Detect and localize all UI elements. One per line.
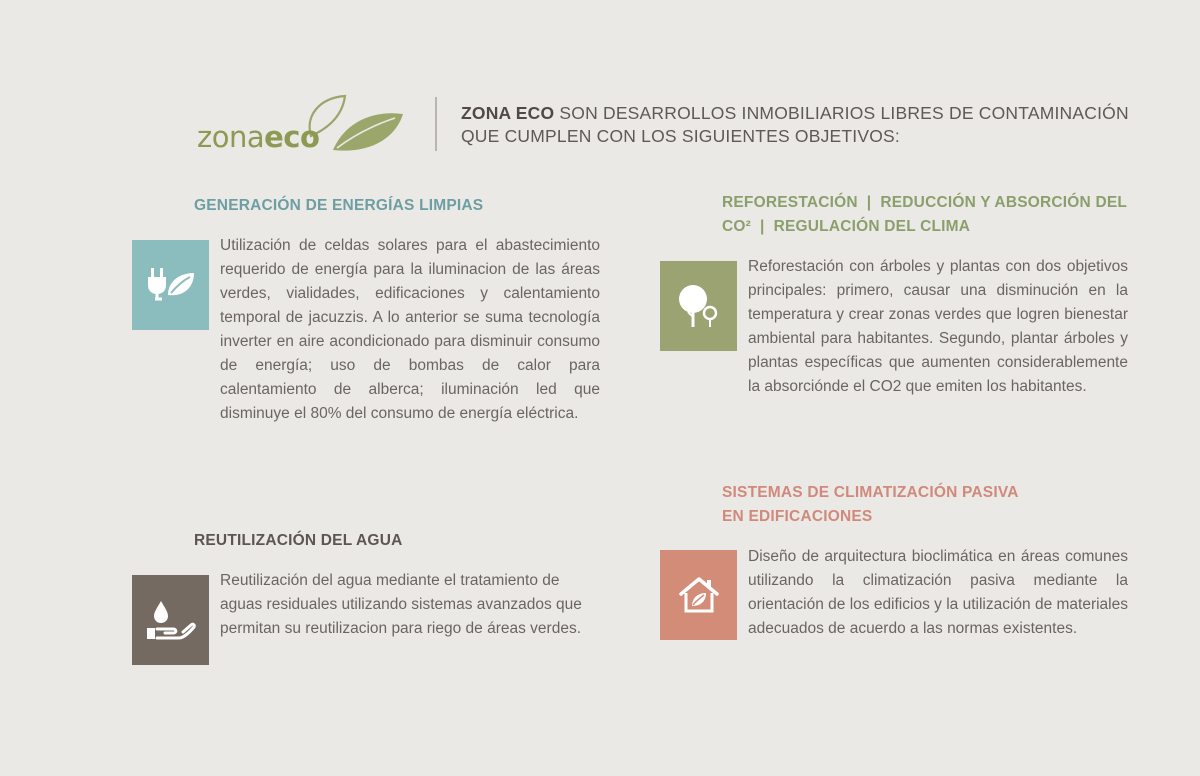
agua-icon-box	[132, 575, 209, 665]
logo-wordmark: zonaeco	[197, 120, 320, 154]
reforestacion-title-line1: REFORESTACIÓN | REDUCCIÓN Y ABSORCIÓN DEL	[722, 194, 1128, 211]
climatizacion-title-line2: EN EDIFICACIONES	[722, 508, 873, 525]
climatizacion-title-line1: SISTEMAS DE CLIMATIZACIÓN PASIVA	[722, 484, 1019, 501]
plug-leaf-icon	[146, 265, 196, 305]
energia-icon-box	[132, 240, 209, 330]
intro-text: SON DESARROLLOS INMOBILIARIOS LIBRES DE CONTAMINACIÓN QUE CUMPLEN CON LOS SIGUIENTES OBJETIVOS:	[461, 103, 1129, 146]
climatizacion-icon-box	[660, 550, 737, 640]
reforestacion-text: Reforestación con árboles y plantas con dos objetivos principales: primero, causar una disminución en la temperatura y crear zonas verdes que logren bienestar ambiental para habitantes. Segundo, plantar árboles y plantas específicas que aumenten considerablemente la absorciónde el CO2 que emiten los habitantes.	[748, 258, 1128, 395]
energia-text: Utilización de celdas solares para el abastecimiento requerido de energía para la iluminacion de las áreas verdes, vialidades, edificaciones y calentamiento temporal de jacuzzis. A lo anterior se suma tecnología inverter en aire acondicionado para disminuir consumo de energía; uso de bombas de calor para calentamiento de alberca; iluminación led que disminuye el 80% del consumo de energía eléctrica.	[220, 237, 600, 422]
zonaeco-logo	[195, 92, 410, 156]
eco-house-icon	[678, 575, 720, 615]
intro-brand: ZONA ECO	[461, 103, 555, 123]
reforestacion-title-line2: CO² | REGULACIÓN DEL CLIMA	[722, 218, 971, 235]
climatizacion-title	[722, 481, 1019, 529]
energia-title: GENERACIÓN DE ENERGÍAS LIMPIAS	[194, 197, 484, 214]
agua-title: REUTILIZACIÓN DEL AGUA	[194, 532, 403, 549]
hand-water-drop-icon	[145, 599, 197, 641]
header-divider	[435, 97, 437, 151]
climatizacion-text: Diseño de arquitectura bioclimática en áreas comunes utilizando la climatización pasiva mediante la orientación de los edificios y la utilización de materiales adecuados de acuerdo a las normas existentes.	[748, 548, 1128, 637]
reforestacion-title	[722, 191, 1127, 239]
agua-text: Reutilización del agua mediante el tratamiento de aguas residuales utilizando sistemas avanzados que permitan su reutilizacion para riego de áreas verdes.	[220, 572, 582, 637]
reforestacion-icon-box	[660, 261, 737, 351]
trees-icon	[677, 283, 721, 329]
intro-statement	[461, 102, 1161, 148]
